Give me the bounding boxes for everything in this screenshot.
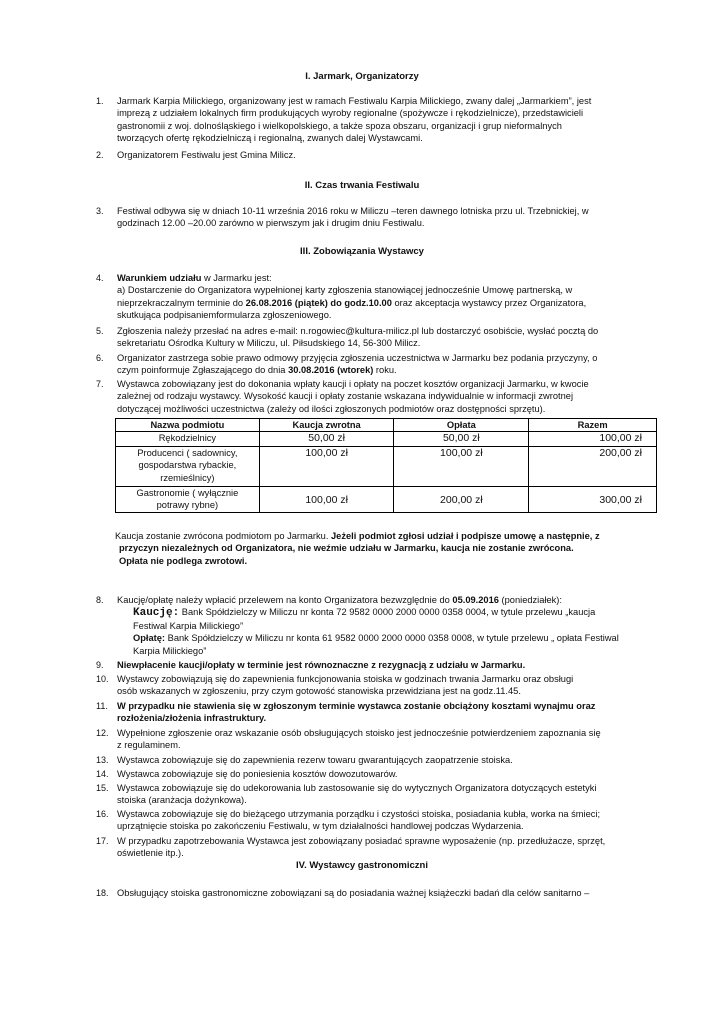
item-number: 5. bbox=[96, 326, 104, 336]
paragraph-line: uprzątnięcie stoiska po zakończeniu Festiwalu, w tym działalności handlowej podczas Wydarzenia. bbox=[117, 821, 524, 832]
paragraph-line: dotyczącej możliwości uczestnictwa (zależy od ilości zgłoszonych podmiotów oraz dostępności sprzętu). bbox=[117, 403, 546, 414]
paragraph-line: skutkująca podpisaniemformularza zgłoszeniowego. bbox=[117, 310, 332, 321]
fee-table bbox=[115, 418, 657, 513]
paragraph-line: Organizator zastrzega sobie prawo odmowy przyjęcia zgłoszenia uczestnictwa w Jarmarku bez podania przyczyny, o bbox=[117, 353, 598, 363]
paragraph-line bbox=[117, 606, 638, 619]
paragraph-line: Wystawcy zobowiązują się do zapewnienia funkcjonowania stoiska w godzinach trwania Jarmarku oraz obsługi bbox=[117, 674, 574, 684]
paragraph-line: oświetlenie itp.). bbox=[117, 848, 184, 859]
paragraph-line: gastronomii z woj. dolnośląskiego i wielkopolskiego, a także spoza obszaru, organizacji i grup nieformalnych bbox=[117, 120, 562, 131]
fee-cell: 50,00 zł bbox=[394, 432, 529, 447]
item-number: 14. bbox=[96, 769, 109, 779]
paragraph-3 bbox=[117, 205, 638, 230]
deposit-cell: 100,00 zł bbox=[259, 487, 394, 513]
paragraph-line: Jarmark Karpia Milickiego, organizowany jest w ramach Festiwalu Karpia Milickiego, zwany dalej „Jarmarkiem”, jest bbox=[117, 96, 592, 106]
paragraph-line: Organizatorem Festiwalu jest Gmina Milicz. bbox=[117, 150, 296, 160]
paragraph-line: godzinach 12.00 –20.00 zarówno w pierwszym jak i drugim dniu Festiwalu. bbox=[117, 218, 425, 229]
paragraph-13 bbox=[117, 754, 638, 766]
text: nieprzekraczalnym terminie do bbox=[117, 297, 246, 308]
item-number: 3. bbox=[96, 206, 104, 216]
paragraph-line: Wystawca zobowiązuje się do poniesienia kosztów dowozutowarów. bbox=[117, 769, 398, 779]
paragraph-line: Wystawca zobowiązuje się do bieżącego utrzymania porządku i czystości stoiska, posiadania kubła, worka na śmieci; bbox=[117, 809, 601, 819]
paragraph-line bbox=[117, 272, 638, 284]
paragraph-4 bbox=[117, 272, 638, 322]
section-heading-1: I. Jarmark, Organizatorzy bbox=[305, 71, 419, 82]
entity-line: Rękodzielnicy bbox=[158, 433, 217, 443]
section-heading-3: III. Zobowiązania Wystawcy bbox=[300, 246, 424, 257]
entity-line: potrawy rybne) bbox=[156, 500, 219, 511]
paragraph-line bbox=[117, 632, 638, 644]
entity-cell bbox=[116, 447, 260, 487]
paragraph-line: zależnej od rodzaju wystawcy. Wysokość kaucji i opłaty zostanie wskazana indywidualnie w informacji zwrotnej bbox=[117, 391, 574, 402]
deposit-note bbox=[115, 530, 655, 567]
item-number: 16. bbox=[96, 809, 109, 819]
fee-cell: 200,00 zł bbox=[394, 487, 529, 513]
paragraph-line: osób wskazanych w zgłoszeniu, przy czym gotowość stanowiska przewidziana jest na godz.11.45. bbox=[117, 686, 521, 697]
item-number: 4. bbox=[96, 273, 104, 283]
entity-cell bbox=[116, 432, 260, 447]
paragraph-line: Wystawca zobowiązany jest do dokonania wpłaty kaucji i opłaty na poczet kosztów organizacji Jarmarku, w kwocie bbox=[117, 379, 589, 389]
paragraph-line: Zgłoszenia należy przesłać na adres e-mail: n.rogowiec@kultura-milicz.pl lub dostarczyć osobiście, wysłać pocztą do bbox=[117, 326, 599, 336]
paragraph-line: z regulaminem. bbox=[117, 740, 181, 751]
paragraph-7 bbox=[117, 378, 638, 415]
deposit-label: Kaucję: bbox=[133, 607, 180, 620]
item-number: 10. bbox=[96, 674, 109, 684]
bold-text: Warunkiem udziału bbox=[117, 273, 202, 283]
paragraph-line: a) Dostarczenie do Organizatora wypełnionej karty zgłoszenia stanowiącej jednocześnie Umowę partnerską, w bbox=[117, 285, 573, 296]
item-number: 1. bbox=[96, 96, 104, 106]
entity-line: Producenci ( sadownicy, bbox=[137, 448, 238, 458]
header-deposit: Kaucja zwrotna bbox=[259, 419, 394, 432]
fee-label: Opłatę: bbox=[133, 633, 166, 644]
deposit-cell: 100,00 zł bbox=[259, 447, 394, 487]
paragraph-line: Festiwal odbywa się w dniach 10-11 września 2016 roku w Miliczu –teren dawnego lotniska przu ul. Trzebnickiej, w bbox=[117, 206, 589, 216]
item-number: 9. bbox=[96, 660, 104, 670]
fee-cell: 100,00 zł bbox=[394, 447, 529, 487]
paragraph-9 bbox=[117, 659, 638, 671]
paragraph-line: Niewpłacenie kaucji/opłaty w terminie jest równoznaczne z rezygnacją z udziału w Jarmarku. bbox=[117, 660, 526, 670]
table-header-row bbox=[116, 419, 657, 432]
bold-text: Jeżeli podmiot zgłosi udział i podpisze umowę a następnie, z bbox=[331, 531, 600, 541]
paragraph-line: Wystawca zobowiązuje się do zapewnienia rezerw towaru gwarantujących zaopatrzenie stoiska. bbox=[117, 755, 513, 765]
paragraph-14 bbox=[117, 768, 638, 780]
item-number: 8. bbox=[96, 595, 104, 605]
paragraph-line: przyczyn niezależnych od Organizatora, nie weźmie udziału w Jarmarku, kaucja nie zostanie zwrócona. bbox=[119, 543, 574, 554]
total-cell: 300,00 zł bbox=[529, 487, 657, 513]
text: Bank Spółdzielczy w Miliczu nr konta 72 9582 0000 2000 0000 0358 0004, w tytule przelewu „kaucja bbox=[179, 607, 596, 618]
text: w Jarmarku jest: bbox=[201, 273, 272, 283]
text: roku. bbox=[373, 365, 397, 376]
bold-text: 26.08.2016 (piątek) do godz.10.00 bbox=[245, 297, 392, 308]
total-cell: 200,00 zł bbox=[529, 447, 657, 487]
item-number: 7. bbox=[96, 379, 104, 389]
paragraph-6 bbox=[117, 352, 638, 377]
paragraph-line bbox=[117, 364, 638, 376]
paragraph-8 bbox=[117, 594, 638, 657]
paragraph-line: Wypełnione zgłoszenie oraz wskazanie osób obsługujących stoisko jest jednocześnie potwierdzeniem zapoznania się bbox=[117, 728, 601, 738]
paragraph-line: W przypadku nie stawienia się w zgłoszonym terminie wystawca zostanie obciążony kosztami wynajmu oraz bbox=[117, 701, 596, 711]
total-cell: 100,00 zł bbox=[529, 432, 657, 447]
text: czym poinformuje Zgłaszającego do dnia bbox=[117, 365, 289, 376]
item-number: 13. bbox=[96, 755, 109, 765]
text: oraz akceptacja wystawcy przez Organizatora, bbox=[391, 297, 587, 308]
paragraph-12 bbox=[117, 727, 638, 752]
paragraph-15 bbox=[117, 782, 638, 807]
paragraph-2 bbox=[117, 149, 638, 161]
text: Kaucję/opłatę należy wpłacić przelewem na konto Organizatora bezwzględnie do bbox=[117, 595, 453, 605]
entity-cell bbox=[116, 487, 260, 513]
paragraph-line bbox=[117, 297, 638, 309]
paragraph-line: Wystawca zobowiązuje się do udekorowania lub zastosowanie się do wytycznych Organizatora dotyczących estetyki bbox=[117, 783, 597, 793]
paragraph-line bbox=[117, 594, 638, 606]
paragraph-18 bbox=[117, 887, 638, 899]
item-number: 6. bbox=[96, 353, 104, 363]
item-number: 15. bbox=[96, 783, 109, 793]
item-number: 2. bbox=[96, 150, 104, 160]
header-total: Razem bbox=[529, 419, 657, 432]
section-heading-4: IV. Wystawcy gastronomiczni bbox=[296, 860, 428, 871]
paragraph-5 bbox=[117, 325, 638, 350]
paragraph-line: stoiska (aranżacja dożynkowa). bbox=[117, 795, 247, 806]
paragraph-line: Obsługujący stoiska gastronomiczne zobowiązani są do posiadania ważnej książeczki badań dla celów sanitarno – bbox=[117, 888, 590, 898]
text: (poniedziałek): bbox=[498, 595, 562, 605]
text: Bank Spółdzielczy w Miliczu nr konta 61 9582 0000 2000 0000 0358 0008, w tytule przelewu „ opłata Festiwal bbox=[165, 633, 619, 644]
entity-line: rzemieślnicy) bbox=[160, 472, 215, 483]
header-fee: Opłata bbox=[394, 419, 529, 432]
bold-text: 05.09.2016 bbox=[452, 595, 499, 605]
table-row bbox=[116, 447, 657, 487]
paragraph-line: Opłata nie podlega zwrotowi. bbox=[119, 555, 248, 566]
text: Kaucja zostanie zwrócona podmiotom po Jarmarku. bbox=[115, 531, 331, 541]
item-number: 17. bbox=[96, 836, 109, 846]
table-row bbox=[116, 487, 657, 513]
section-heading-2: II. Czas trwania Festiwalu bbox=[304, 180, 420, 191]
item-number: 11. bbox=[96, 701, 108, 711]
paragraph-line: tworzących ofertę rękodzielniczą i regionalną, zwanych dalej Wystawcami. bbox=[117, 133, 423, 144]
item-number: 12. bbox=[96, 728, 109, 738]
paragraph-line: rozłożenia/złożenia infrastruktury. bbox=[117, 713, 267, 724]
paragraph-line: sekretariatu Ośrodka Kultury w Miliczu, ul. Piłsudskiego 14, 56-300 Milicz. bbox=[117, 338, 421, 349]
paragraph-line: Festiwal Karpia Milickiego” bbox=[133, 620, 244, 631]
item-number: 18. bbox=[96, 888, 109, 898]
paragraph-1 bbox=[117, 95, 638, 145]
header-entity: Nazwa podmiotu bbox=[116, 419, 260, 432]
paragraph-line bbox=[115, 530, 655, 542]
paragraph-17 bbox=[117, 835, 638, 860]
deposit-cell: 50,00 zł bbox=[259, 432, 394, 447]
paragraph-line: imprezą z udziałem lokalnych firm produkujących wyroby regionalne (spożywcze i rękodzielnicze), przedstawicieli bbox=[117, 108, 584, 119]
table-row bbox=[116, 432, 657, 447]
paragraph-11 bbox=[117, 700, 638, 725]
paragraph-10 bbox=[117, 673, 638, 698]
paragraph-16 bbox=[117, 808, 638, 833]
entity-line: gospodarstwa rybackie, bbox=[138, 460, 237, 471]
paragraph-line: W przypadku zapotrzebowania Wystawca jest zobowiązany posiadać sprawne wyposażenie (np. przedłużacze, sprzęt, bbox=[117, 836, 606, 846]
bold-text: 30.08.2016 (wtorek) bbox=[288, 365, 374, 376]
entity-line: Gastronomie ( wyłącznie bbox=[136, 488, 239, 498]
paragraph-line: Karpia Milickiego” bbox=[133, 645, 207, 656]
